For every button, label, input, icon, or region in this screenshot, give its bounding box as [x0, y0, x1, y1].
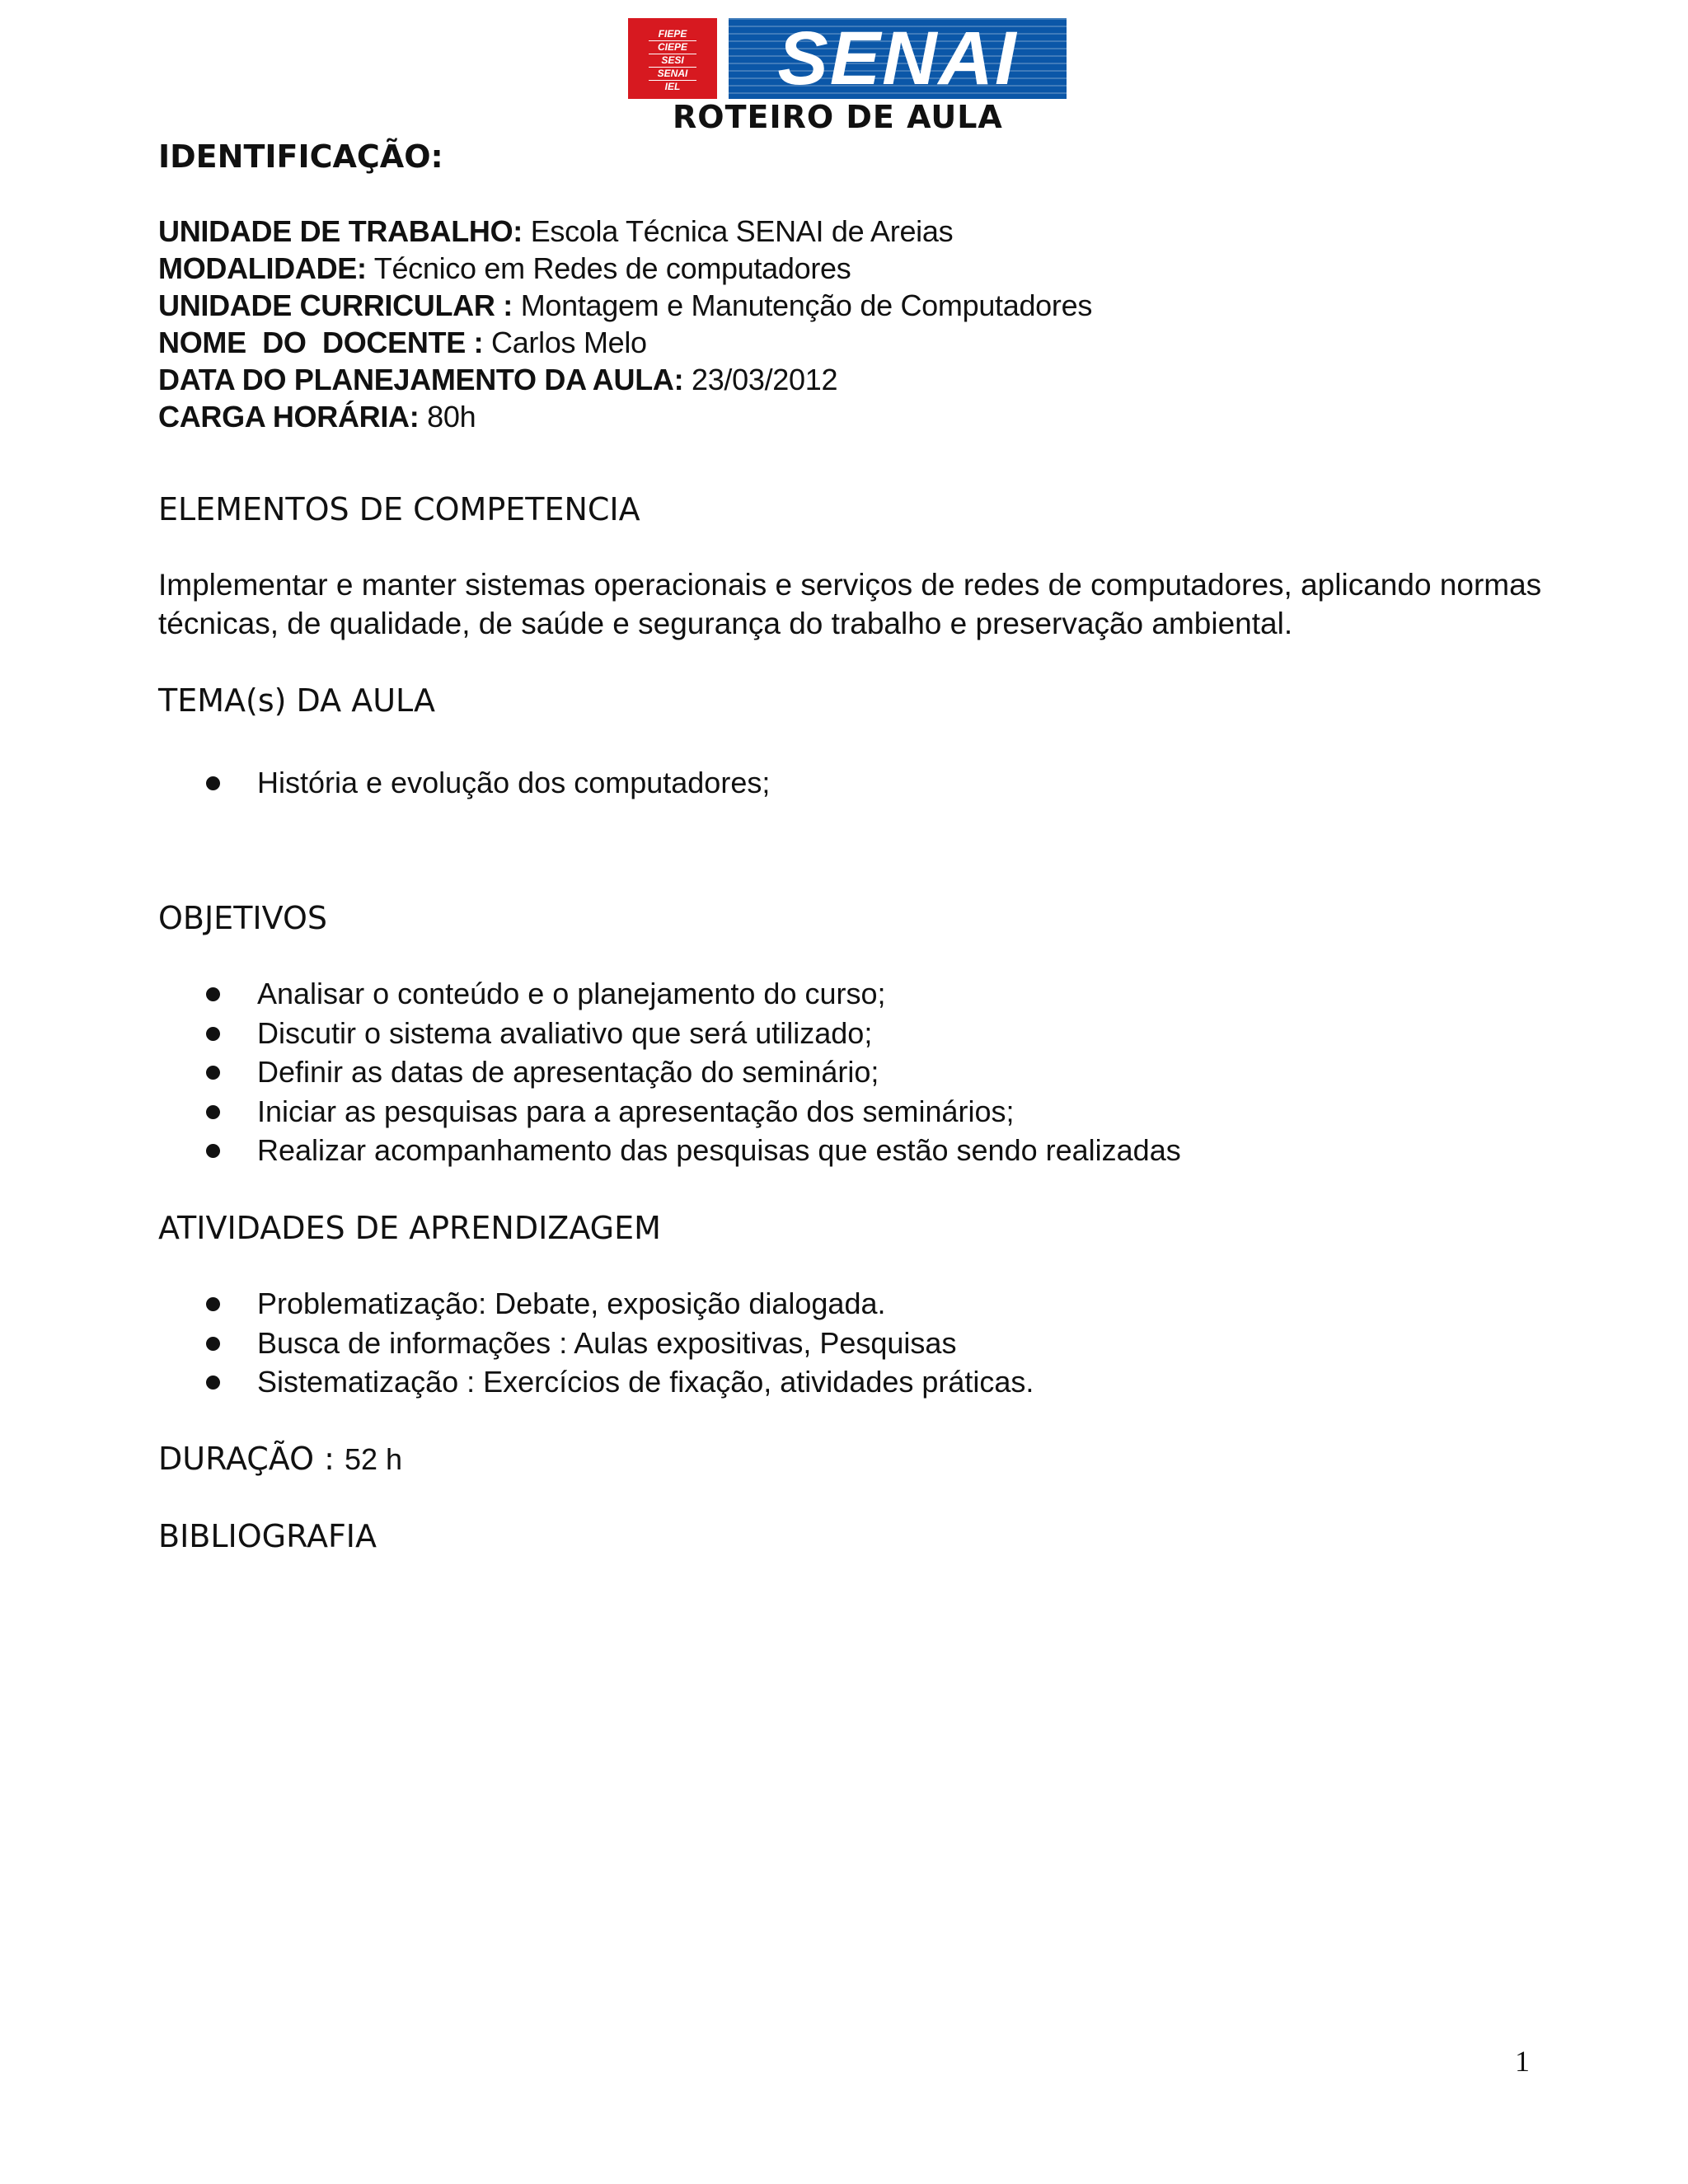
- partner-label: SESI: [649, 54, 696, 68]
- list-item-text: Definir as datas de apresentação do seminário;: [257, 1055, 879, 1089]
- field-value: 80h: [427, 400, 476, 434]
- field-unidade-trabalho: [158, 213, 1092, 250]
- field-value: 23/03/2012: [691, 363, 838, 396]
- identification-heading: IDENTIFICAÇÃO:: [158, 138, 443, 175]
- objetivos-list: [206, 974, 1181, 1170]
- list-item: [206, 1014, 1181, 1053]
- bullet-icon: [206, 1066, 220, 1080]
- field-label: MODALIDADE:: [158, 251, 367, 285]
- field-value: Carlos Melo: [491, 326, 647, 359]
- field-data-planejamento: [158, 361, 1092, 398]
- senai-logo: [628, 18, 1067, 99]
- atividades-heading: ATIVIDADES DE APRENDIZAGEM: [158, 1210, 661, 1246]
- field-unidade-curricular: [158, 287, 1092, 324]
- partner-label: CIEPE: [649, 41, 696, 54]
- senai-wordmark: SENAI: [777, 16, 1018, 101]
- partner-label: SENAI: [649, 68, 696, 81]
- field-value: Técnico em Redes de computadores: [373, 251, 851, 285]
- partner-label: IEL: [664, 80, 681, 92]
- list-item: [206, 1362, 1034, 1402]
- partners-logo-block: [628, 18, 717, 99]
- bullet-icon: [206, 1376, 220, 1390]
- field-label: CARGA HORÁRIA:: [158, 400, 420, 434]
- field-nome-docente: [158, 324, 1092, 361]
- list-item-text: Iniciar as pesquisas para a apresentação dos seminários;: [257, 1094, 1015, 1128]
- bullet-icon: [206, 776, 220, 790]
- atividades-list: [206, 1284, 1034, 1402]
- list-item-text: Realizar acompanhamento das pesquisas que estão sendo realizadas: [257, 1133, 1181, 1167]
- duracao-row: [158, 1441, 402, 1477]
- field-label: NOME DO DOCENTE :: [158, 326, 484, 359]
- field-label: UNIDADE DE TRABALHO:: [158, 214, 523, 248]
- field-label: UNIDADE CURRICULAR :: [158, 288, 513, 322]
- bullet-icon: [206, 1337, 220, 1351]
- list-item-text: História e evolução dos computadores;: [257, 766, 771, 799]
- list-item: [206, 1092, 1181, 1132]
- field-label: DATA DO PLANEJAMENTO DA AULA:: [158, 363, 684, 396]
- field-modalidade: [158, 250, 1092, 287]
- list-item: [206, 763, 770, 803]
- list-item-text: Busca de informações : Aulas expositivas, Pesquisas: [257, 1325, 957, 1360]
- list-item: [206, 1052, 1181, 1092]
- tema-list: [206, 763, 770, 803]
- page-number: 1: [1515, 2045, 1530, 2078]
- elementos-heading: ELEMENTOS DE COMPETENCIA: [158, 491, 640, 527]
- bullet-icon: [206, 1027, 220, 1041]
- list-item-text: Problematização: Debate, exposição dialogada.: [257, 1286, 886, 1320]
- bibliografia-heading: BIBLIOGRAFIA: [158, 1518, 377, 1554]
- bullet-icon: [206, 1144, 220, 1158]
- duracao-label: DURAÇÃO :: [158, 1441, 335, 1477]
- list-item: [206, 1324, 1034, 1363]
- bullet-icon: [206, 1105, 220, 1119]
- document-title: ROTEIRO DE AULA: [673, 99, 1003, 135]
- senai-wordmark-block: [729, 18, 1067, 99]
- bullet-icon: [206, 1297, 220, 1311]
- list-item: [206, 974, 1181, 1014]
- list-item-text: Analisar o conteúdo e o planejamento do curso;: [257, 977, 886, 1010]
- list-item-text: Sistematização : Exercícios de fixação, atividades práticas.: [257, 1365, 1034, 1399]
- list-item: [206, 1131, 1181, 1170]
- duracao-value: 52 h: [345, 1442, 403, 1476]
- field-value: Montagem e Manutenção de Computadores: [520, 288, 1093, 322]
- list-item: [206, 1284, 1034, 1324]
- identification-fields: [158, 213, 1092, 435]
- field-value: Escola Técnica SENAI de Areias: [530, 214, 954, 248]
- partner-label: FIEPE: [649, 28, 696, 41]
- elementos-text: Implementar e manter sistemas operacionais e serviços de redes de computadores, aplicando normas técnicas, de qualidade, de saúde e segurança do trabalho e preservação ambiental.: [158, 568, 1542, 640]
- field-carga-horaria: [158, 398, 1092, 435]
- list-item-text: Discutir o sistema avaliativo que será utilizado;: [257, 1015, 873, 1050]
- objetivos-heading: OBJETIVOS: [158, 900, 327, 936]
- tema-heading: TEMA(s) DA AULA: [158, 682, 436, 719]
- bullet-icon: [206, 987, 220, 1001]
